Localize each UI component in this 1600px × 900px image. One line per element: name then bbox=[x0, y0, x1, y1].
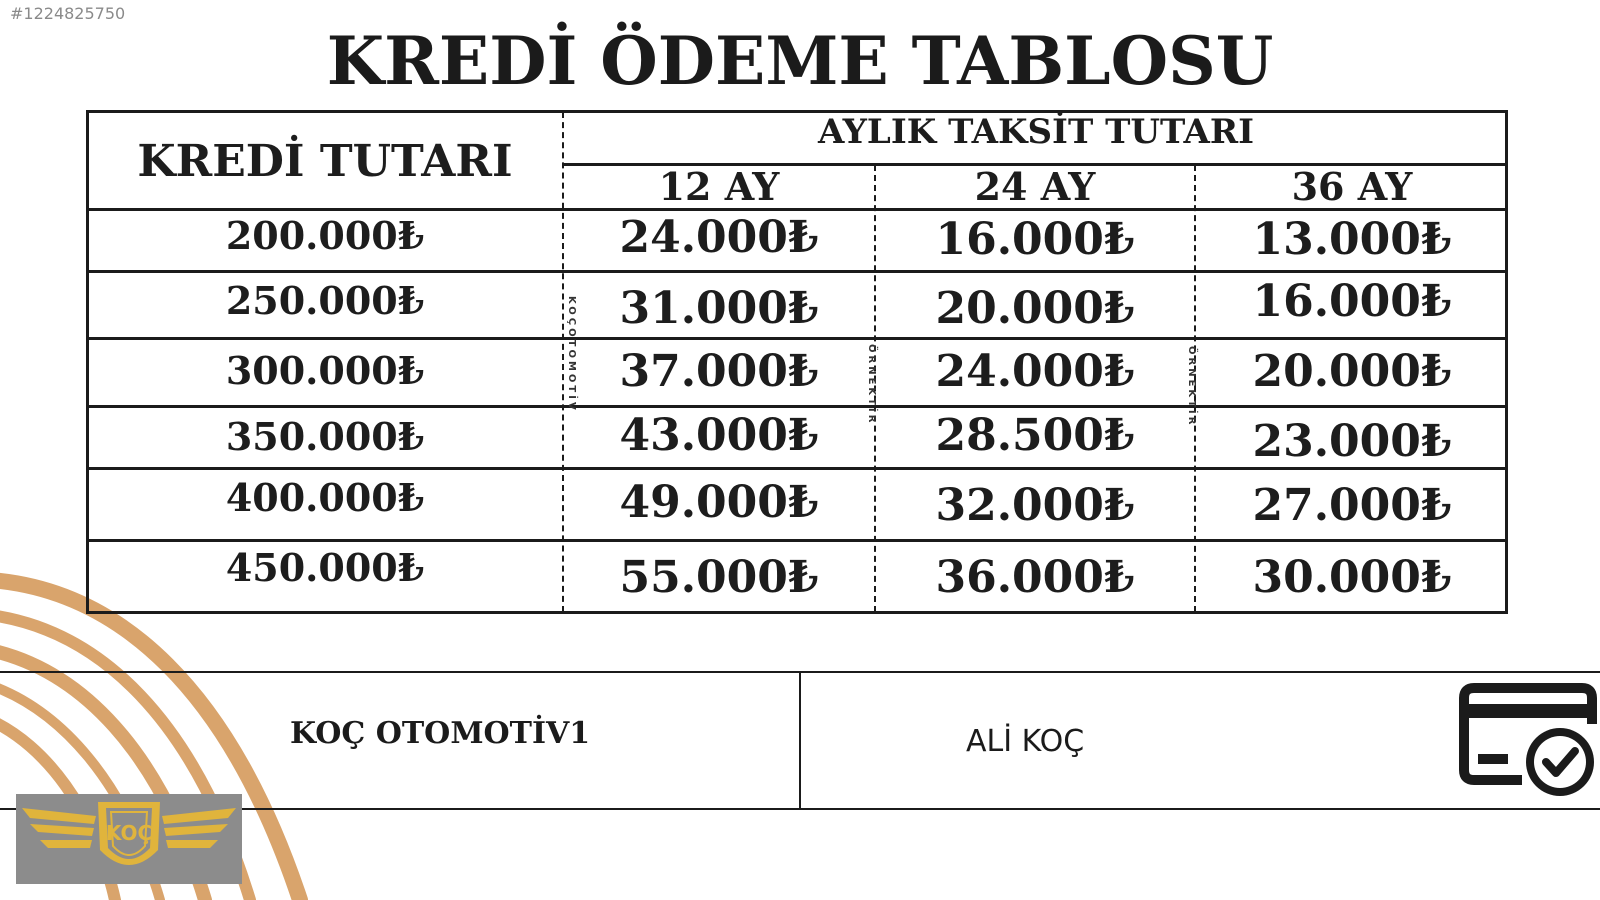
watermark-text: KOÇOTOMOTİV bbox=[566, 296, 577, 413]
loan-amount-cell: 400.000₺ bbox=[225, 475, 425, 520]
installment-24-cell: 28.500₺ bbox=[935, 410, 1135, 461]
installment-24-cell: 36.000₺ bbox=[935, 552, 1135, 603]
loan-amount-cell: 300.000₺ bbox=[225, 348, 425, 393]
page-title: KREDİ ÖDEME TABLOSU bbox=[326, 22, 1274, 100]
installment-12-cell: 43.000₺ bbox=[619, 410, 819, 461]
installment-24-cell: 32.000₺ bbox=[935, 480, 1135, 531]
installment-36-cell: 20.000₺ bbox=[1252, 346, 1452, 397]
header-24-months: 24 AY bbox=[974, 164, 1096, 209]
installment-12-cell: 49.000₺ bbox=[619, 477, 819, 528]
header-12-months: 12 AY bbox=[658, 164, 780, 209]
company-name: KOÇ OTOMOTİV1 bbox=[290, 716, 591, 751]
header-loan-amount: KREDİ TUTARI bbox=[137, 136, 513, 187]
installment-24-cell: 20.000₺ bbox=[935, 283, 1135, 334]
logo-text: KOÇ bbox=[105, 821, 153, 845]
installment-24-cell: 16.000₺ bbox=[935, 214, 1135, 265]
listing-id: #1224825750 bbox=[10, 4, 126, 23]
installment-12-cell: 37.000₺ bbox=[619, 346, 819, 397]
loan-amount-cell: 250.000₺ bbox=[225, 278, 425, 323]
row-divider bbox=[86, 270, 1508, 273]
company-logo bbox=[16, 794, 242, 884]
header-36-months: 36 AY bbox=[1291, 164, 1413, 209]
watermark-text: ÖRNEKTİR bbox=[866, 344, 877, 426]
installment-36-cell: 16.000₺ bbox=[1252, 276, 1452, 327]
row-divider bbox=[86, 405, 1508, 408]
row-divider bbox=[86, 467, 1508, 470]
installment-12-cell: 24.000₺ bbox=[619, 212, 819, 263]
installment-12-cell: 31.000₺ bbox=[619, 283, 819, 334]
footer-divider bbox=[799, 671, 801, 810]
installment-36-cell: 23.000₺ bbox=[1252, 416, 1452, 467]
installment-36-cell: 30.000₺ bbox=[1252, 552, 1452, 603]
contact-person: ALİ KOÇ bbox=[966, 724, 1085, 759]
winged-shield-logo-icon bbox=[16, 794, 242, 884]
row-divider bbox=[86, 337, 1508, 340]
loan-amount-cell: 350.000₺ bbox=[225, 414, 425, 459]
loan-amount-cell: 450.000₺ bbox=[225, 545, 425, 590]
installment-36-cell: 27.000₺ bbox=[1252, 480, 1452, 531]
credit-card-check-icon bbox=[1456, 680, 1600, 802]
installment-24-cell: 24.000₺ bbox=[935, 346, 1135, 397]
installment-36-cell: 13.000₺ bbox=[1252, 214, 1452, 265]
watermark-text: ÖRNEKTİR bbox=[1186, 346, 1197, 428]
row-divider bbox=[86, 539, 1508, 542]
header-monthly-installment: AYLIK TAKSİT TUTARI bbox=[817, 112, 1255, 152]
loan-amount-cell: 200.000₺ bbox=[225, 213, 425, 258]
installment-12-cell: 55.000₺ bbox=[619, 552, 819, 603]
